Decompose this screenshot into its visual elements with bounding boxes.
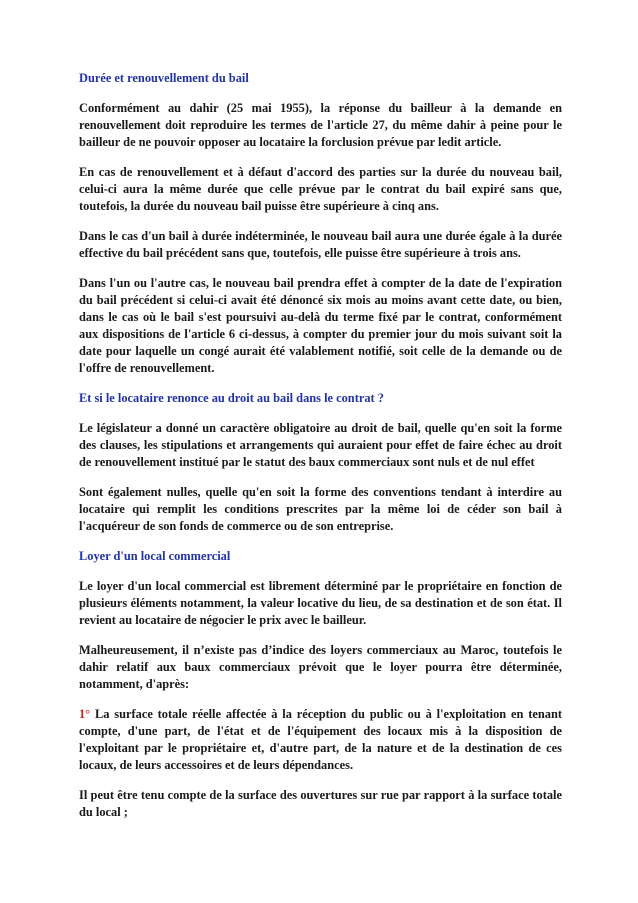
section-heading-duree: Durée et renouvellement du bail <box>79 71 249 85</box>
paragraph: Le législateur a donné un caractère obligatoire au droit de bail, quelle qu'en soit la forme des clauses, les stipulations et arrangements qui auraient pour effet de faire échec au droit de renouvellement institué par le statut des baux commerciaux sont nuls et de nul effet <box>79 421 562 469</box>
numbered-paragraph <box>79 706 562 774</box>
section-heading-loyer: Loyer d'un local commercial <box>79 549 231 563</box>
document-page <box>79 70 562 834</box>
paragraph: Il peut être tenu compte de la surface des ouvertures sur rue par rapport à la surface totale du local ; <box>79 788 562 819</box>
paragraph: En cas de renouvellement et à défaut d'accord des parties sur la durée du nouveau bail, celui-ci aura la même durée que celle prévue par le contrat du bail expiré sans que, toutefois, la durée du nouveau bail puisse être supérieure à cinq ans. <box>79 165 562 213</box>
list-text: La surface totale réelle affectée à la réception du public ou à l'exploitation en tenant compte, d'une part, de l'état et de l'équipement des locaux mis à la disposition de l'exploitant par le propriétaire et, d'autre part, de la nature et de la destination de ces locaux, de leurs accessoires et de leurs dépendances. <box>79 707 562 772</box>
paragraph: Sont également nulles, quelle qu'en soit la forme des conventions tendant à interdire au locataire qui remplit les conditions prescrites par la même loi de céder son bail à l'acquéreur de son fonds de commerce ou de son entreprise. <box>79 485 562 533</box>
paragraph: Le loyer d'un local commercial est librement déterminé par le propriétaire en fonction de plusieurs éléments notamment, la valeur locative du lieu, de sa destination et de son état. Il revient au locataire de négocier le prix avec le bailleur. <box>79 579 562 627</box>
section-heading-renonce: Et si le locataire renonce au droit au bail dans le contrat ? <box>79 391 384 405</box>
list-number: 1° <box>79 707 91 721</box>
paragraph: Conformément au dahir (25 mai 1955), la réponse du bailleur à la demande en renouvellement doit reproduire les termes de l'article 27, du même dahir à peine pour le bailleur de ne pouvoir opposer au locataire la forclusion prévue par ledit article. <box>79 101 562 149</box>
paragraph: Malheureusement, il n’existe pas d’indice des loyers commerciaux au Maroc, toutefois le dahir relatif aux baux commerciaux prévoit que le loyer pourra être déterminée, notamment, d'après: <box>79 643 562 691</box>
paragraph: Dans l'un ou l'autre cas, le nouveau bail prendra effet à compter de la date de l'expiration du bail précédent si celui-ci avait été dénoncé six mois au moins avant cette date, ou bien, dans le cas où le bail s'est poursuivi au-delà du terme fixé par le contrat, conformément aux dispositions de l'article 6 ci-dessus, à compter du premier jour du mois suivant soit la date pour laquelle un congé aurait été valablement notifié, soit celle de la demande ou de l'offre de renouvellement. <box>79 276 562 375</box>
paragraph: Dans le cas d'un bail à durée indéterminée, le nouveau bail aura une durée égale à la durée effective du bail précédent sans que, toutefois, elle puisse être supérieure à trois ans. <box>79 229 562 260</box>
